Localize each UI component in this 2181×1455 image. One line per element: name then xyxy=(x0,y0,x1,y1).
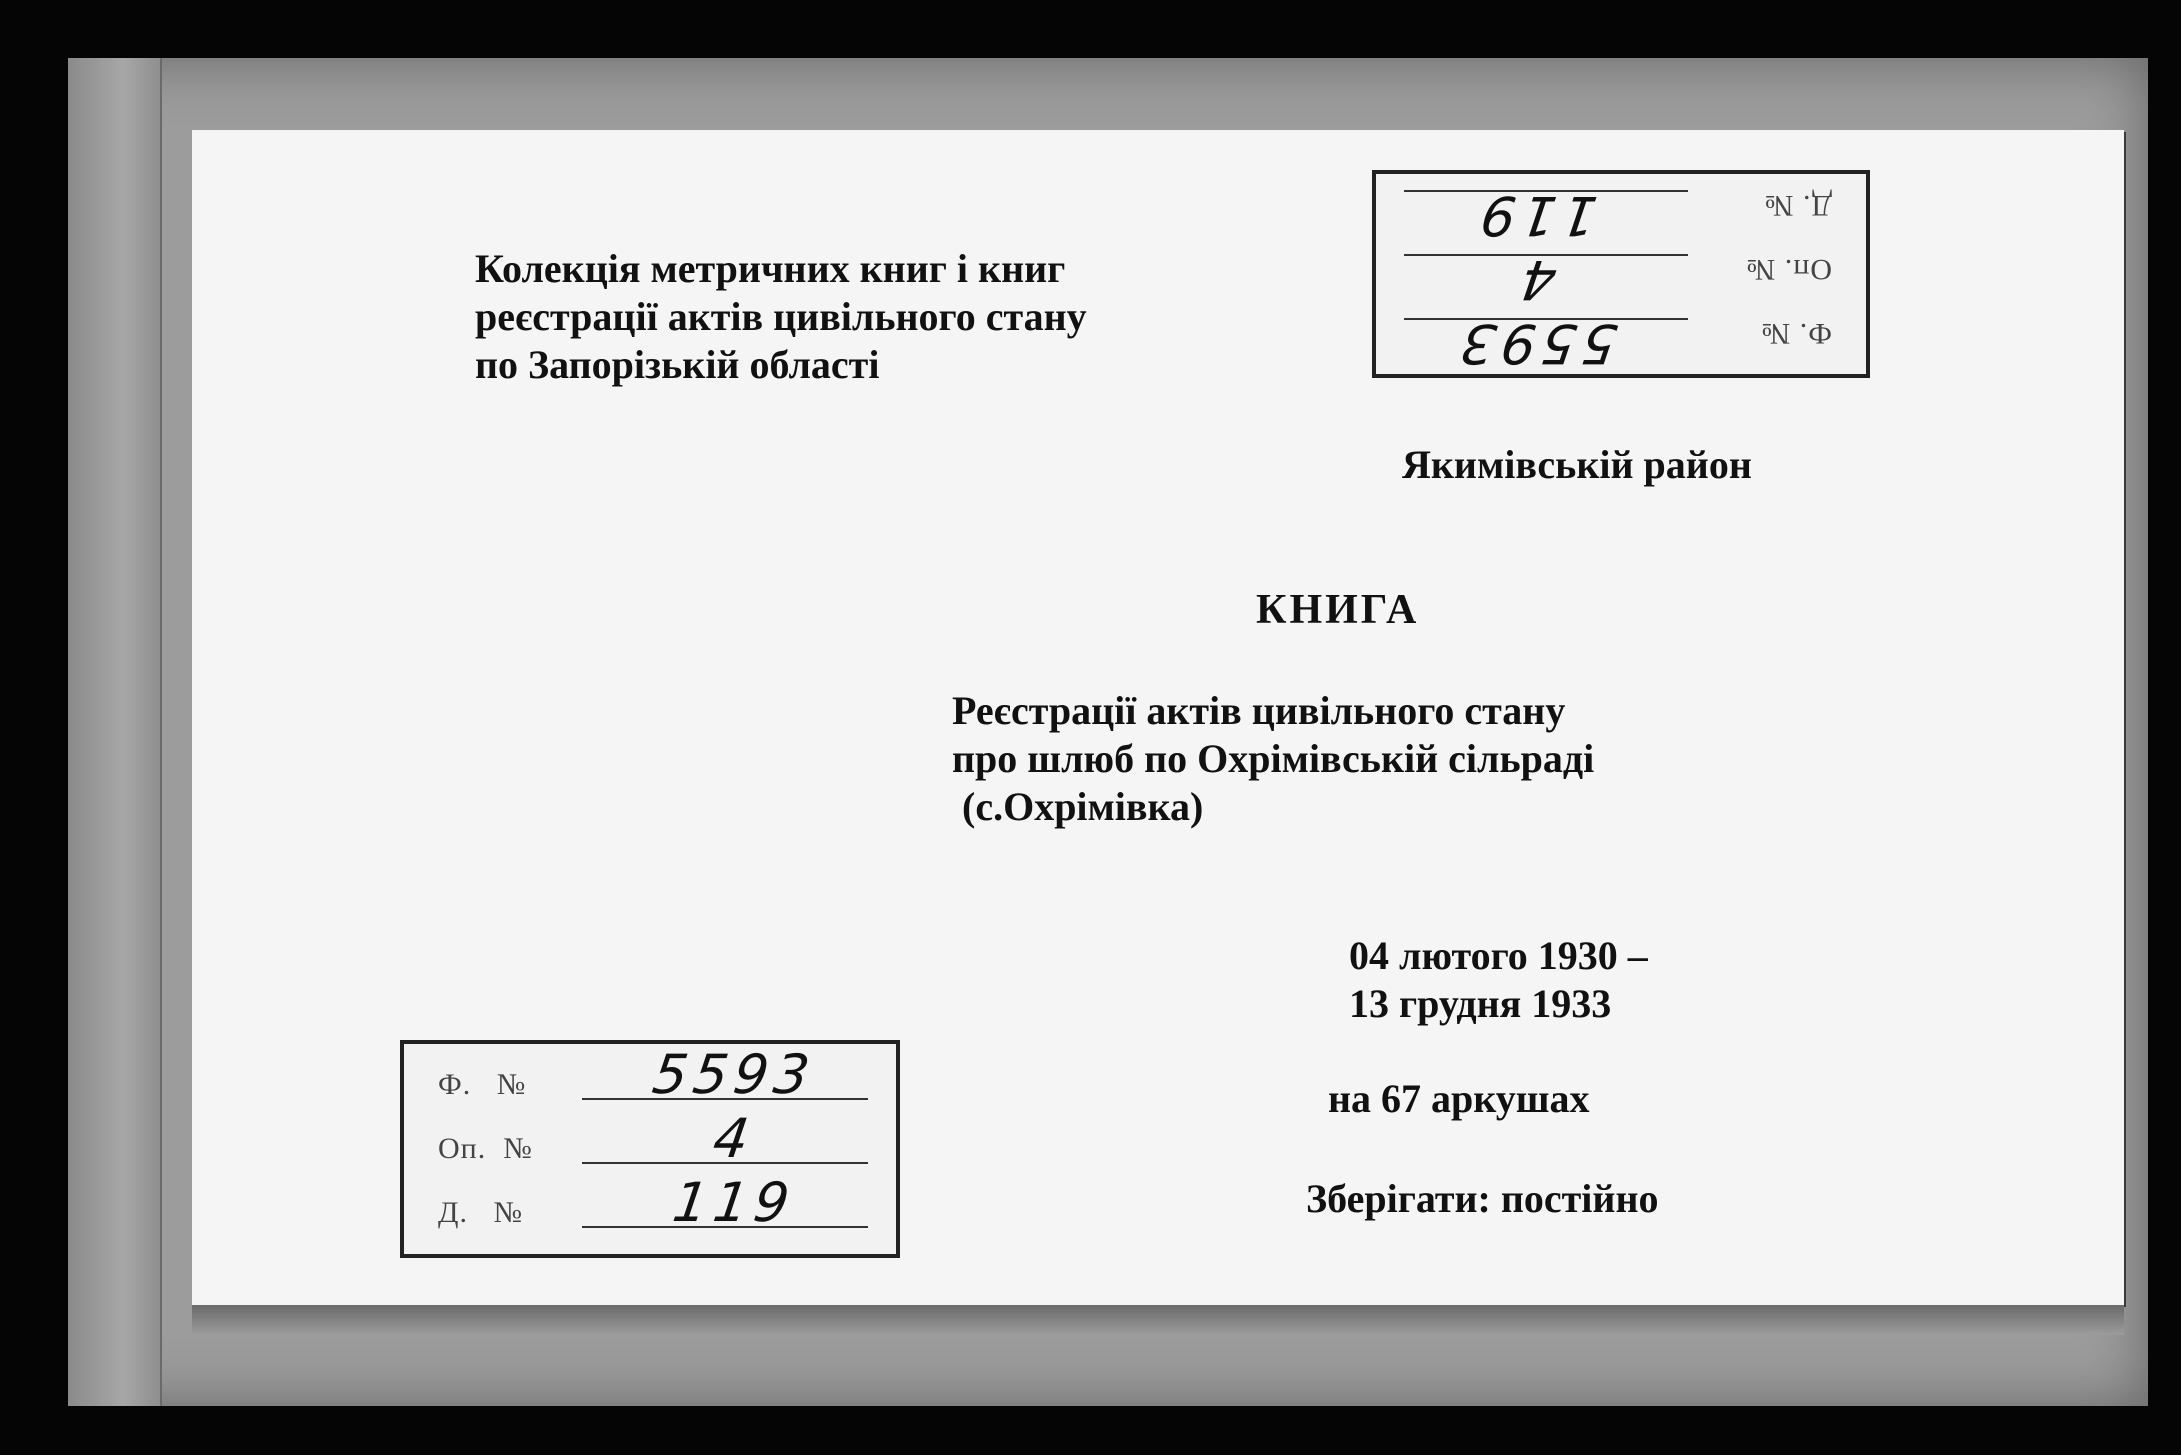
fond-label: Ф. № xyxy=(1760,317,1832,350)
collection-heading xyxy=(475,245,1087,389)
stamp-row-sprava xyxy=(1390,184,1846,247)
fond-value: 5593 xyxy=(1450,312,1622,375)
date-start: 04 лютого 1930 – xyxy=(1349,933,1648,978)
opys-value: 4 xyxy=(709,1107,759,1170)
registration-line: (с.Охрімівка) xyxy=(952,784,1204,829)
sprava-label: Д. № xyxy=(438,1196,524,1229)
sheet-count: на 67 аркушах xyxy=(1328,1076,1590,1121)
folder-bottom-edge xyxy=(192,1305,2124,1335)
retention-note: Зберігати: постійно xyxy=(1306,1176,1659,1221)
stamp-row-opys xyxy=(1390,248,1846,311)
stamp-row-sprava xyxy=(424,1171,882,1234)
stamp-row-opys xyxy=(424,1107,882,1170)
opys-value: 4 xyxy=(1511,248,1561,311)
stamp-row-fond xyxy=(424,1043,882,1106)
registration-line: про шлюб по Охрімівській сільраді xyxy=(952,736,1595,781)
stamp-row-fond xyxy=(1390,312,1846,375)
opys-label: Оп. № xyxy=(1745,253,1832,286)
folder-spine xyxy=(68,58,162,1406)
fond-label: Ф. № xyxy=(438,1068,527,1101)
opys-label: Оп. № xyxy=(438,1132,533,1165)
district-name: Якимівській район xyxy=(1402,442,1752,487)
collection-line: по Запорізькій області xyxy=(475,342,880,387)
archive-stamp-top xyxy=(1372,170,1870,378)
date-range xyxy=(1349,932,1648,1028)
archive-stamp-bottom xyxy=(400,1040,900,1258)
sprava-value: 119 xyxy=(1471,184,1601,247)
book-title: КНИГА xyxy=(1256,587,1420,633)
collection-line: реєстрації актів цивільного стану xyxy=(475,294,1087,339)
registration-line: Реєстрації актів цивільного стану xyxy=(952,688,1566,733)
date-end: 13 грудня 1933 xyxy=(1349,981,1612,1026)
registration-description xyxy=(952,687,1594,831)
sprava-label: Д. № xyxy=(1763,189,1832,222)
fond-value: 5593 xyxy=(648,1043,820,1106)
collection-line: Колекція метричних книг і книг xyxy=(475,246,1066,291)
sprava-value: 119 xyxy=(669,1171,799,1234)
